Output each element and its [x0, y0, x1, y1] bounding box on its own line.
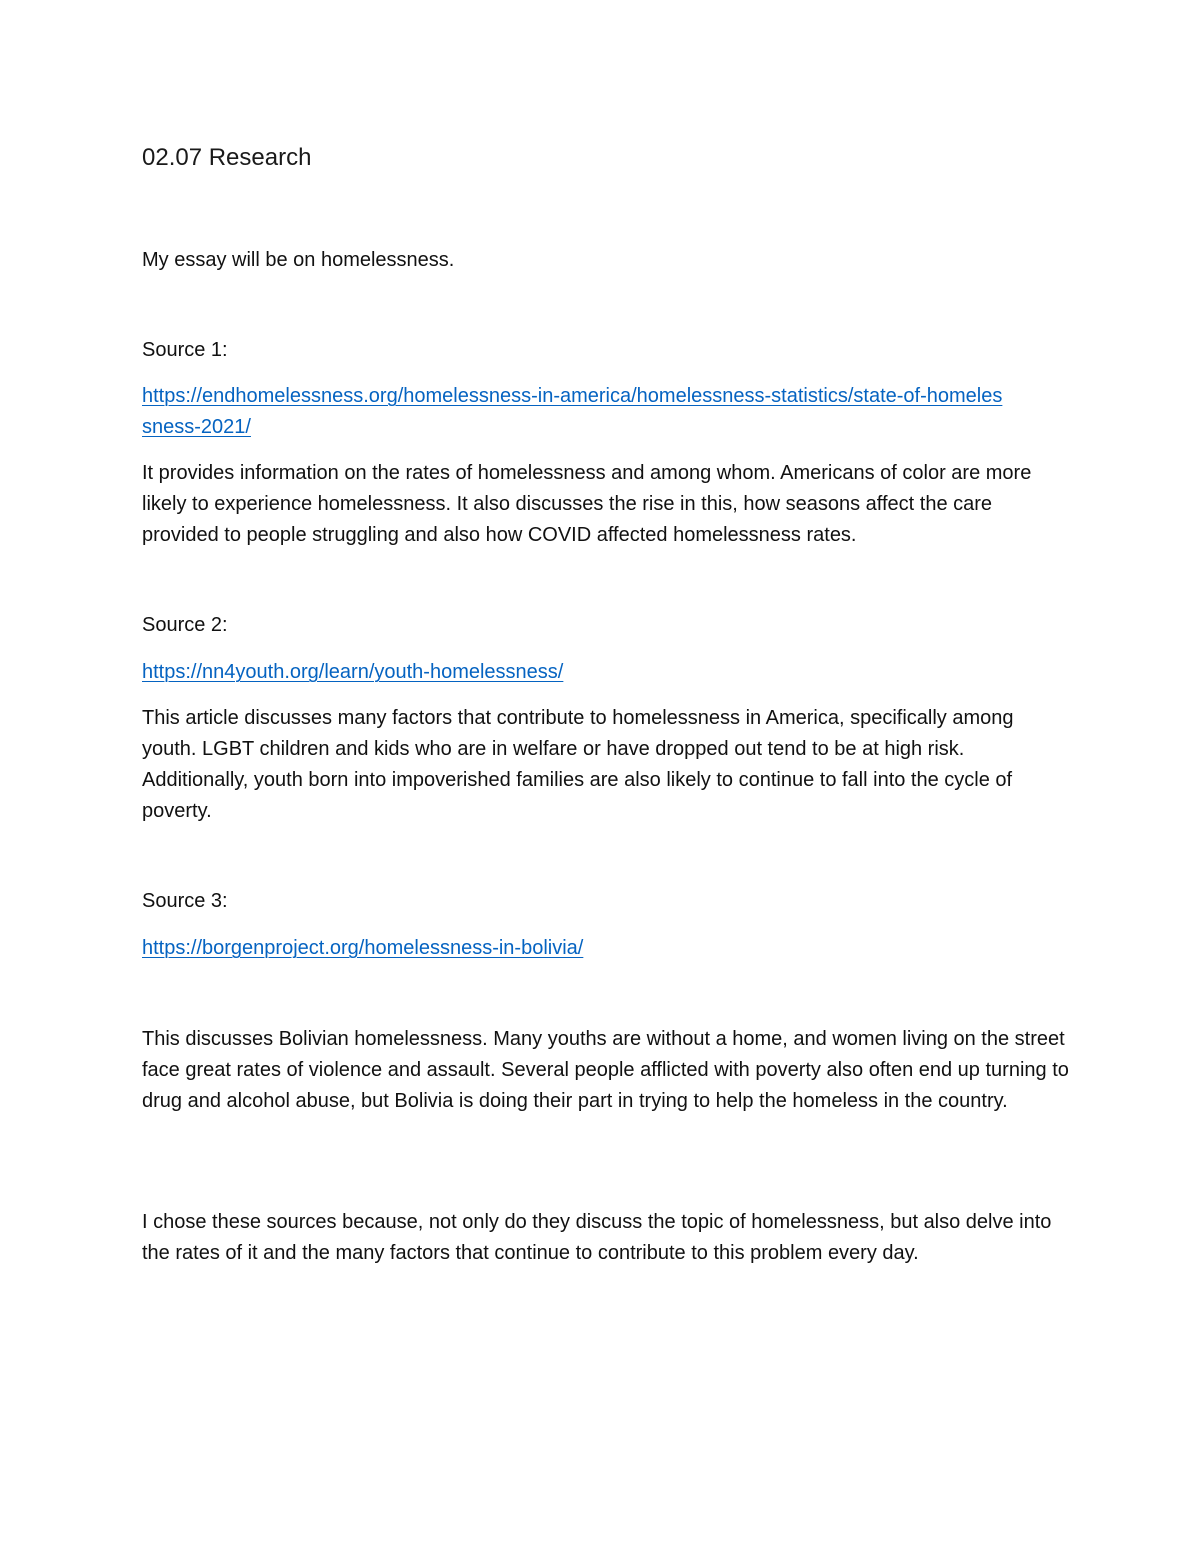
source-3-link[interactable]: https://borgenproject.org/homelessness-in-bolivia/ — [142, 937, 584, 959]
source-1-summary: It provides information on the rates of homelessness and among whom. Americans of color are more likely to experience homelessness. It also discusses the rise in this, how seasons affect the care provided to people struggling and also how COVID affected homelessness rates. — [142, 462, 1032, 546]
source-1-link[interactable]: https://endhomelessness.org/homelessness-in-america/homelessness-statistics/state-of-homelessness-2021/ — [142, 385, 1003, 438]
page-title: 02.07 Research — [142, 144, 312, 171]
source-2-link[interactable]: https://nn4youth.org/learn/youth-homelessness/ — [142, 661, 564, 683]
source-2-label: Source 2: — [142, 614, 228, 636]
source-3-summary: This discusses Bolivian homelessness. Many youths are without a home, and women living on the street face great rates of violence and assault. Several people afflicted with poverty also often end up turning to drug and alcohol abuse, but Bolivia is doing their part in trying to help the homeless in the country. — [142, 1028, 1069, 1112]
source-1-label: Source 1: — [142, 339, 228, 361]
conclusion-text: I chose these sources because, not only do they discuss the topic of homelessness, but also delve into the rates of it and the many factors that continue to contribute to this problem every day. — [142, 1211, 1052, 1264]
source-3-label: Source 3: — [142, 890, 228, 912]
intro-text: My essay will be on homelessness. — [142, 249, 455, 271]
source-2-summary: This article discusses many factors that contribute to homelessness in America, specifically among youth. LGBT children and kids who are in welfare or have dropped out tend to be at high risk. Additionally, youth born into impoverished families are also likely to continue to fall into the cycle of poverty. — [142, 707, 1014, 822]
